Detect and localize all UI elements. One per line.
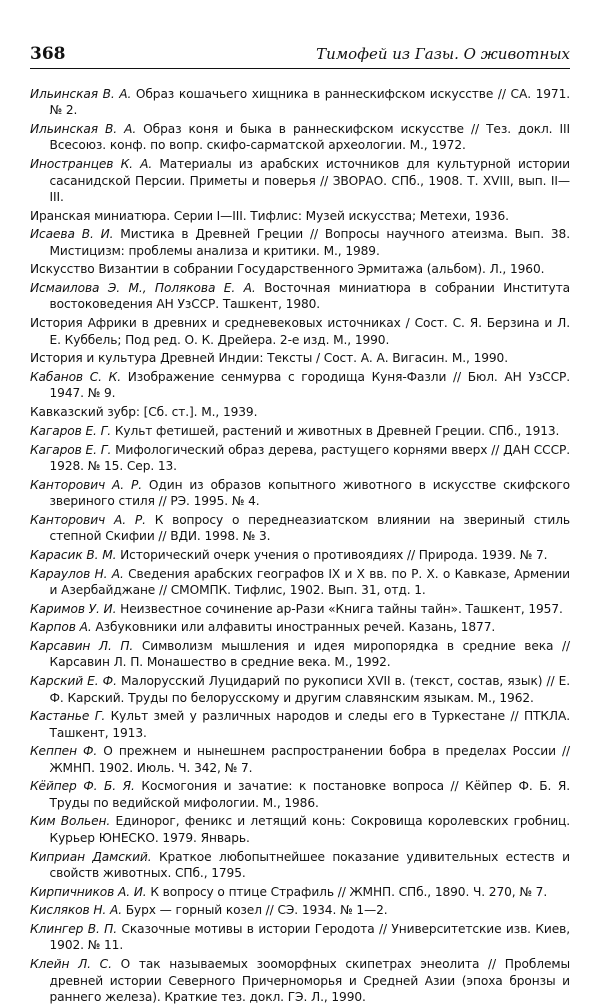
page-number: 368	[30, 44, 66, 64]
bibliography-entry	[30, 208, 570, 224]
entry-text: История Африки в древних и средневековых источниках / Сост. С. Я. Берзина и Л. Е. Куббель; Под ред. О. К. Дрейера. 2-е изд. М., 1990.	[30, 316, 570, 347]
entry-author: Кеппен Ф.	[30, 744, 98, 759]
entry-text: Единорог, феникс и летящий конь: Сокровища королевских гробниц. Курьер ЮНЕСКО. 1979. Январь.	[49, 814, 570, 845]
entry-text: Кавказский зубр: [Сб. ст.]. М., 1939.	[30, 405, 258, 420]
entry-text: К вопросу о переднеазиатском влиянии на звериный стиль степной Скифии // ВДИ. 1998. № 3.	[49, 512, 570, 544]
entry-author: Карский Е. Ф.	[30, 674, 117, 689]
entry-author: Канторович А. Р.	[30, 477, 143, 492]
entry-text: Символизм мышления и идея миропорядка в средние века // Карсавин Л. П. Монашество в средние века. М., 1992.	[49, 639, 571, 670]
entry-text: Мистика в Древней Греции // Вопросы научного атеизма. Вып. 38. Мистицизм: проблемы анализа и критики. М., 1989.	[49, 227, 570, 258]
entry-text: Краткое любопытнейшее показание удивительных естеств и свойств животных. СПб., 1795.	[49, 849, 571, 880]
entry-author: Исаева В. И.	[30, 227, 114, 242]
entry-text: История и культура Древней Индии: Тексты / Сост. А. А. Вигасин. М., 1990.	[30, 351, 508, 366]
entry-author: Ильинская В. А.	[30, 87, 132, 101]
bibliography-entry	[30, 673, 570, 706]
entry-text: О прежнем и нынешнем распространении бобра в пределах России // ЖМНП. 1902. Июль. Ч. 342, № 7.	[49, 744, 570, 775]
bibliography-entry	[30, 708, 570, 741]
page-header	[30, 44, 570, 64]
bibliography-entry	[30, 512, 570, 545]
bibliography-entry	[30, 86, 570, 119]
bibliography-entry	[30, 778, 570, 811]
bibliography-entry	[30, 226, 570, 259]
entry-author: Карпов А.	[30, 620, 92, 635]
bibliography-entry	[30, 477, 570, 510]
bibliography-entry	[30, 638, 570, 671]
entry-text: О так называемых зооморфных скипетрах энеолита // Проблемы древней истории Северного Причерноморья и Средней Азии (эпоха бронзы и раннего железа). Краткие тез. докл. ГЭ. Л., 1990.	[49, 957, 570, 1004]
entry-text: Восточная миниатюра в собрании Института востоковедения АН УзССР. Ташкент, 1980.	[49, 281, 570, 312]
bibliography-entry	[30, 619, 570, 635]
entry-author: Карсавин Л. П.	[30, 639, 134, 654]
entry-author: Ильинская В. А.	[30, 122, 137, 137]
bibliography-entry	[30, 566, 570, 599]
bibliography-list	[30, 86, 570, 1008]
bibliography-entry	[30, 601, 570, 617]
entry-author: Клингер В. П.	[30, 922, 117, 937]
entry-author: Кирпичников А. И.	[30, 884, 147, 899]
entry-text: К вопросу о птице Страфиль // ЖМНП. СПб., 1890. Ч. 270, № 7.	[146, 884, 548, 899]
entry-text: Малорусский Луцидарий по рукописи XVII в. (текст, состав, язык) // Е. Ф. Карский. Труды по белорусскому и другим славянским языкам. М., 1962.	[49, 674, 570, 705]
bibliography-entry	[30, 849, 570, 882]
running-title: Тимофей из Газы. О животных	[316, 45, 570, 63]
entry-author: Кисляков Н. А.	[30, 903, 122, 918]
entry-text: Материалы из арабских источников для культурной истории сасанидской Персии. Приметы и поверья // ЗВОРАО. СПб., 1908. Т. XVIII, вып. II—III.	[49, 157, 570, 204]
entry-text: Образ кошачьего хищника в раннескифском искусстве // СА. 1971. № 2.	[49, 87, 570, 118]
bibliography-entry	[30, 423, 570, 439]
entry-text: Неизвестное сочинение ар-Рази «Книга тайны тайн». Ташкент, 1957.	[116, 601, 563, 616]
bibliography-entry	[30, 743, 570, 776]
bibliography-entry	[30, 547, 570, 563]
entry-author: Кёйпер Ф. Б. Я.	[30, 779, 135, 794]
bibliography-entry	[30, 315, 570, 348]
entry-text: Космогония и зачатие: к постановке вопроса // Кёйпер Ф. Б. Я. Труды по ведийской мифологии. М., 1986.	[49, 779, 570, 810]
entry-text: Культ фетишей, растений и животных в Древней Греции. СПб., 1913.	[111, 423, 560, 438]
bibliography-entry	[30, 261, 570, 277]
bibliography-entry	[30, 956, 570, 1005]
entry-author: Карасик В. М.	[30, 547, 117, 562]
entry-author: Иностранцев К. А.	[30, 157, 153, 172]
bibliography-entry	[30, 902, 570, 918]
header-rule	[30, 68, 570, 69]
entry-text: Мифологический образ дерева, растущего корнями вверх // ДАН СССР. 1928. № 15. Сер. 13.	[49, 442, 570, 473]
entry-text: Азбуковники или алфавиты иностранных речей. Казань, 1877.	[91, 620, 496, 635]
entry-text: Изображение сенмурва с городища Куня-Фазли // Бюл. АН УзССР. 1947. № 9.	[49, 370, 570, 401]
entry-text: Образ коня и быка в раннескифском искусстве // Тез. докл. III Всесоюз. конф. по вопр. скифо-сарматской археологии. М., 1972.	[49, 122, 570, 153]
bibliography-entry	[30, 280, 570, 313]
entry-author: Канторович А. Р.	[30, 512, 146, 527]
entry-author: Караулов Н. А.	[30, 566, 124, 581]
bibliography-entry	[30, 921, 570, 954]
bibliography-entry	[30, 369, 570, 402]
entry-text: Иранская миниатюра. Серии I—III. Тифлис: Музей искусства; Метехи, 1936.	[30, 208, 509, 223]
bibliography-entry	[30, 813, 570, 846]
entry-text: Искусство Византии в собрании Государственного Эрмитажа (альбом). Л., 1960.	[30, 262, 545, 277]
entry-author: Кагаров Е. Г.	[30, 442, 112, 457]
bibliography-entry	[30, 350, 570, 366]
entry-text: Сведения арабских географов IX и X вв. по Р. Х. о Кавказе, Армении и Азербайджане // СМОМПК. Тифлис, 1902. Вып. 31, отд. 1.	[49, 566, 570, 597]
entry-text: Сказочные мотивы в истории Геродота // Университетские изв. Киев, 1902. № 11.	[49, 922, 570, 953]
bibliography-entry	[30, 884, 570, 900]
entry-author: Киприан Дамский.	[30, 849, 152, 864]
bibliography-entry	[30, 404, 570, 420]
bibliography-entry	[30, 156, 570, 205]
entry-author: Клейн Л. С.	[30, 957, 112, 972]
bibliography-entry	[30, 442, 570, 475]
entry-text: Бурх — горный козел // СЭ. 1934. № 1—2.	[122, 903, 388, 918]
entry-text: Один из образов копытного животного в искусстве скифского звериного стиля // РЭ. 1995. № 4.	[49, 477, 570, 508]
entry-author: Исмаилова Э. М., Полякова Е. А.	[30, 281, 256, 296]
entry-text: Культ змей у различных народов и следы его в Туркестане // ПТКЛА. Ташкент, 1913.	[49, 709, 570, 740]
entry-text: Исторический очерк учения о противоядиях // Природа. 1939. № 7.	[116, 547, 548, 562]
entry-author: Кабанов С. К.	[30, 370, 122, 385]
entry-author: Ким Вольен.	[30, 814, 111, 829]
entry-author: Кагаров Е. Г.	[30, 423, 112, 438]
bibliography-entry	[30, 121, 570, 154]
entry-author: Каримов У. И.	[30, 601, 117, 616]
entry-author: Кастанье Г.	[30, 709, 106, 724]
